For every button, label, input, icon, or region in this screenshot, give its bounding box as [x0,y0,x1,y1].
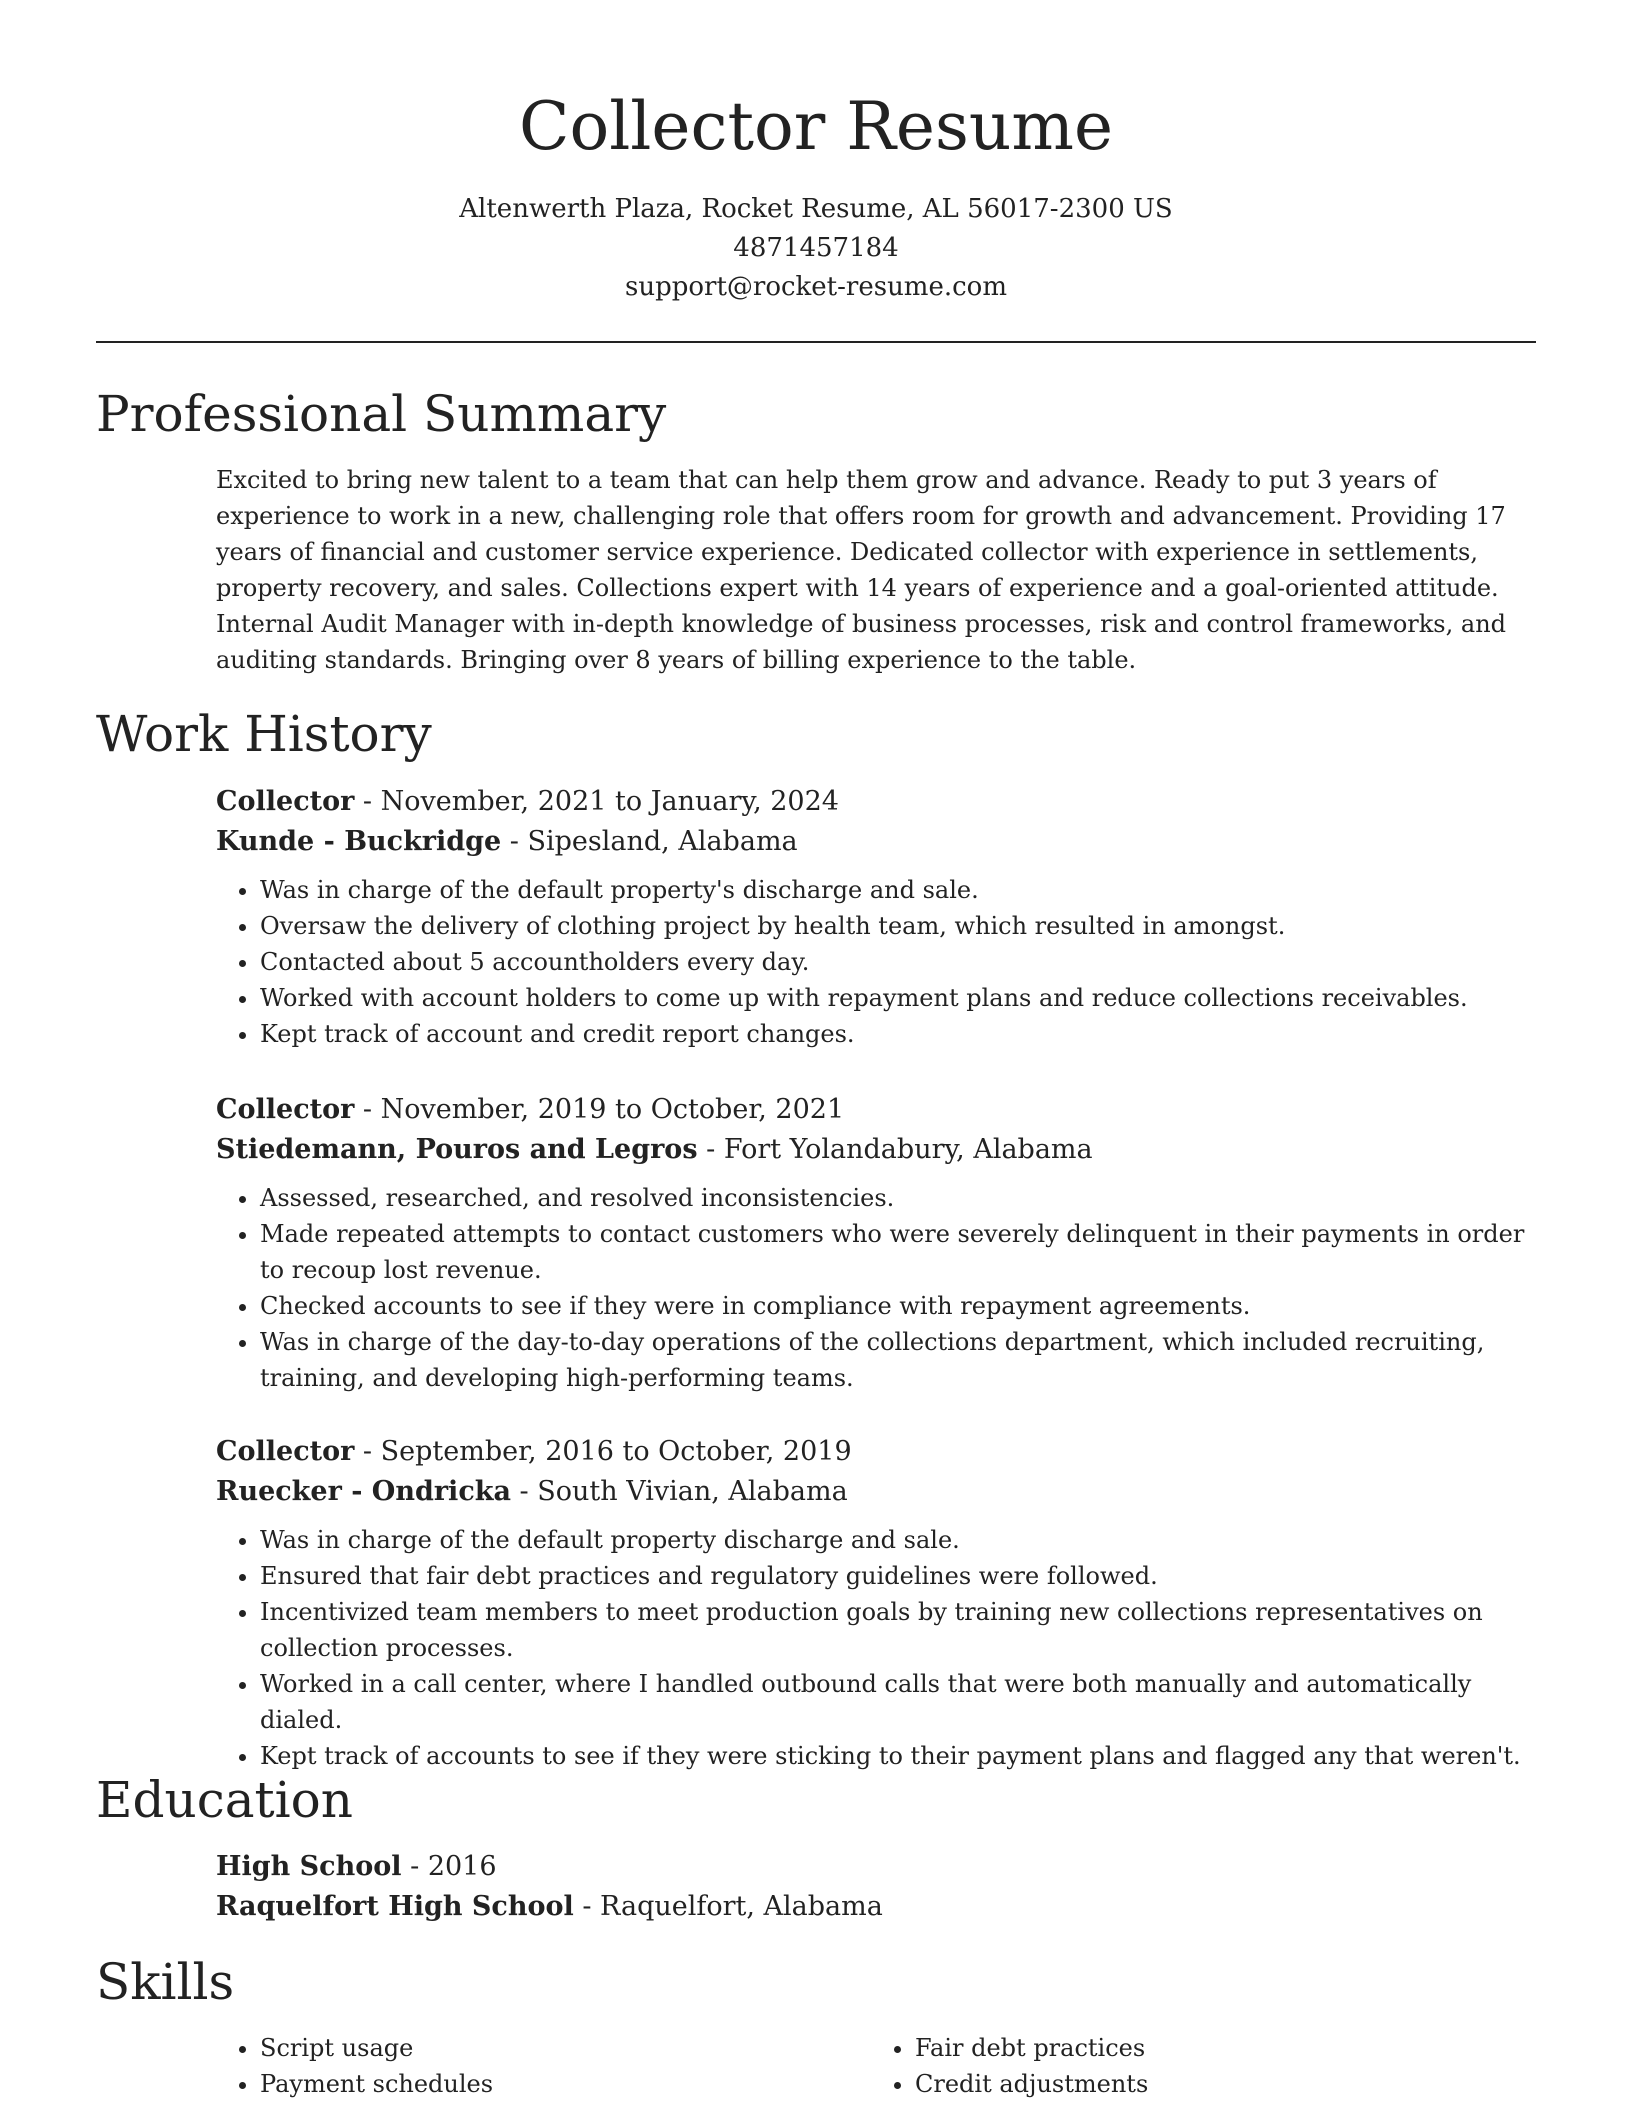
job-location: - South Vivian, Alabama [510,1476,848,1507]
list-item: • Script usage [260,2030,871,2066]
education-entry [216,1847,1526,1927]
list-item: • Contacted about 5 accountholders every day. [260,944,1526,980]
job-title-line [216,1090,1526,1130]
list-item: • Ensured that fair debt practices and regulatory guidelines were followed. [260,1558,1526,1594]
resume-title: Collector Resume [518,88,1114,165]
job-company: Kunde - Buckridge [216,826,502,857]
job-title-line [216,1432,1526,1472]
contact-phone: 4871457184 [733,233,899,263]
list-item: • Made repeated attempts to contact customers who were severely delinquent in their payments in order to recoup lost revenue. [260,1216,1526,1288]
list-item: • Was in charge of the default property's discharge and sale. [260,872,1526,908]
education-location: - Raquelfort, Alabama [573,1891,883,1922]
list-item: • Worked with account holders to come up with repayment plans and reduce collections receivables. [260,980,1526,1016]
job-role: Collector [216,1436,355,1467]
list-item: • Kept track of accounts to see if they were sticking to their payment plans and flagged any that weren't. [260,1738,1526,1774]
job-company-line [216,1130,1526,1170]
education-school-line [216,1887,1526,1927]
section-title-education: Education [96,1771,353,1829]
contact-block [0,190,1632,307]
job-title-line [216,782,1526,822]
list-item: • Credit adjustments [915,2066,1526,2102]
list-item: • Fair debt practices [915,2030,1526,2066]
job-company-line [216,822,1526,862]
job-role: Collector [216,786,355,817]
job-bullets [216,1180,1526,1396]
list-item: • Incentivized team members to meet production goals by training new collections representatives on collection processes. [260,1594,1526,1666]
job-company: Ruecker - Ondricka [216,1476,511,1507]
job-entry-1 [216,782,1526,1052]
job-role: Collector [216,1094,355,1125]
section-title-summary: Professional Summary [96,385,667,443]
education-degree-line [216,1847,1526,1887]
job-entry-2 [216,1090,1526,1396]
list-item: • Worked in a call center, where I handled outbound calls that were both manually and automatically dialed. [260,1666,1526,1738]
list-item: • Payment schedules [260,2066,871,2102]
job-bullets [216,872,1526,1052]
skills-section [216,2030,1526,2102]
skills-column-left [216,2030,871,2102]
resume-header [0,0,1632,307]
education-degree: High School [216,1851,402,1882]
job-dates: - November, 2019 to October, 2021 [354,1094,845,1125]
section-title-skills: Skills [96,1953,235,2011]
job-bullets [216,1522,1526,1774]
list-item: • Was in charge of the day-to-day operations of the collections department, which included recruiting, training, and developing high-performing teams. [260,1324,1526,1396]
list-item: • Oversaw the delivery of clothing project by health team, which resulted in amongst. [260,908,1526,944]
contact-email: support@rocket-resume.com [624,272,1007,302]
job-dates: - November, 2021 to January, 2024 [354,786,839,817]
job-dates: - September, 2016 to October, 2019 [354,1436,852,1467]
summary-section [216,462,1526,678]
education-school: Raquelfort High School [216,1891,574,1922]
header-divider [96,341,1536,343]
summary-text: Excited to bring new talent to a team that can help them grow and advance. Ready to put 3 years of experience to work in a new, challenging role that offers room for growth and advancement. Providing 17 years of financial and customer service experience. Dedicated collector with experience in settlements, property recovery, and sales. Collections expert with 14 years of experience and a goal-oriented attitude. Internal Audit Manager with in-depth knowledge of business processes, risk and control frameworks, and auditing standards. Bringing over 8 years of billing experience to the table. [216,466,1507,674]
job-company-line [216,1472,1526,1512]
job-company: Stiedemann, Pouros and Legros [216,1134,698,1165]
contact-address: Altenwerth Plaza, Rocket Resume, AL 56017-2300 US [459,194,1173,224]
education-year: - 2016 [401,1851,497,1882]
list-item: • Assessed, researched, and resolved inconsistencies. [260,1180,1526,1216]
job-entry-3 [216,1432,1526,1774]
skills-column-right [871,2030,1526,2102]
list-item: • Checked accounts to see if they were in compliance with repayment agreements. [260,1288,1526,1324]
job-location: - Sipesland, Alabama [501,826,798,857]
list-item: • Was in charge of the default property discharge and sale. [260,1522,1526,1558]
list-item: • Kept track of account and credit report changes. [260,1016,1526,1052]
section-title-work: Work History [96,705,432,763]
job-location: - Fort Yolandabury, Alabama [697,1134,1093,1165]
